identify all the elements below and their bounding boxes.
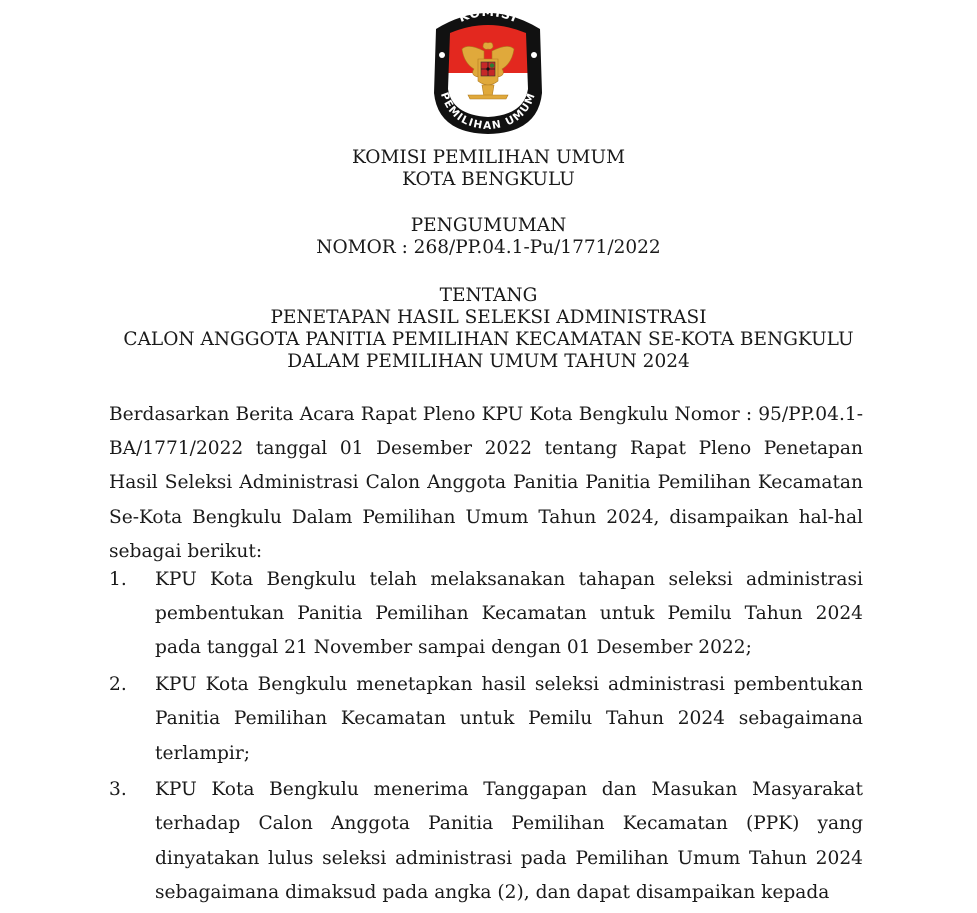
- kpu-logo: [428, 3, 548, 135]
- list-item-number: 2.: [109, 674, 127, 696]
- institution-city: KOTA BENGKULU: [402, 169, 575, 190]
- list-item-text: KPU Kota Bengkulu telah melaksanakan tahapan seleksi administrasi pembentukan Panitia Pemilihan Kecamatan untuk Pemilu Tahun 2024 pada tanggal 21 November sampai dengan 01 Desember 2022;: [155, 569, 863, 659]
- list-item-number: 3.: [109, 779, 127, 801]
- subject-line: PENETAPAN HASIL SELEKSI ADMINISTRASI: [270, 307, 707, 328]
- subject-line: DALAM PEMILIHAN UMUM TAHUN 2024: [287, 351, 690, 372]
- document-body: [109, 398, 863, 569]
- list-item: [109, 563, 863, 666]
- list-item-text: KPU Kota Bengkulu menerima Tanggapan dan Masukan Masyarakat terhadap Calon Anggota Panitia Pemilihan Kecamatan (PPK) yang dinyatakan lulus seleksi administrasi pada Pemilihan Umum Tahun 2024 sebagaimana dimaksud pada angka (2), dan dapat disampaikan kepada: [155, 779, 863, 903]
- institution-heading: [0, 147, 977, 191]
- list-item-number: 1.: [109, 569, 127, 590]
- institution-name: KOMISI PEMILIHAN UMUM: [351, 147, 626, 168]
- logo-bottom-text: PEMILIHAN UMUM: [437, 90, 539, 133]
- list-item: [109, 773, 863, 910]
- about-label: TENTANG: [439, 285, 538, 306]
- intro-paragraph: Berdasarkan Berita Acara Rapat Pleno KPU Kota Bengkulu Nomor : 95/PP.04.1-BA/1771/2022 tanggal 01 Desember 2022 tentang Rapat Pleno Penetapan Hasil Seleksi Administrasi Calon Anggota Panitia Panitia Pemilihan Kecamatan Se-Kota Bengkulu Dalam Pemilihan Umum Tahun 2024, disampaikan hal-hal sebagai berikut:: [109, 404, 863, 562]
- numbered-list: [109, 563, 863, 913]
- list-item-text: KPU Kota Bengkulu menetapkan hasil seleksi administrasi pembentukan Panitia Pemilihan Kecamatan untuk Pemilu Tahun 2024 sebagaimana terlampir;: [155, 674, 863, 764]
- document-number: NOMOR : 268/PP.04.1-Pu/1771/2022: [316, 237, 661, 258]
- subject-block: [0, 285, 977, 373]
- subject-line: CALON ANGGOTA PANITIA PEMILIHAN KECAMATAN SE-KOTA BENGKULU: [123, 329, 854, 350]
- document-title-block: [0, 215, 977, 259]
- document-type: PENGUMUMAN: [410, 215, 567, 236]
- kpu-emblem-icon: [428, 3, 548, 135]
- list-item: [109, 668, 863, 771]
- logo-top-text: KOMISI: [456, 3, 520, 26]
